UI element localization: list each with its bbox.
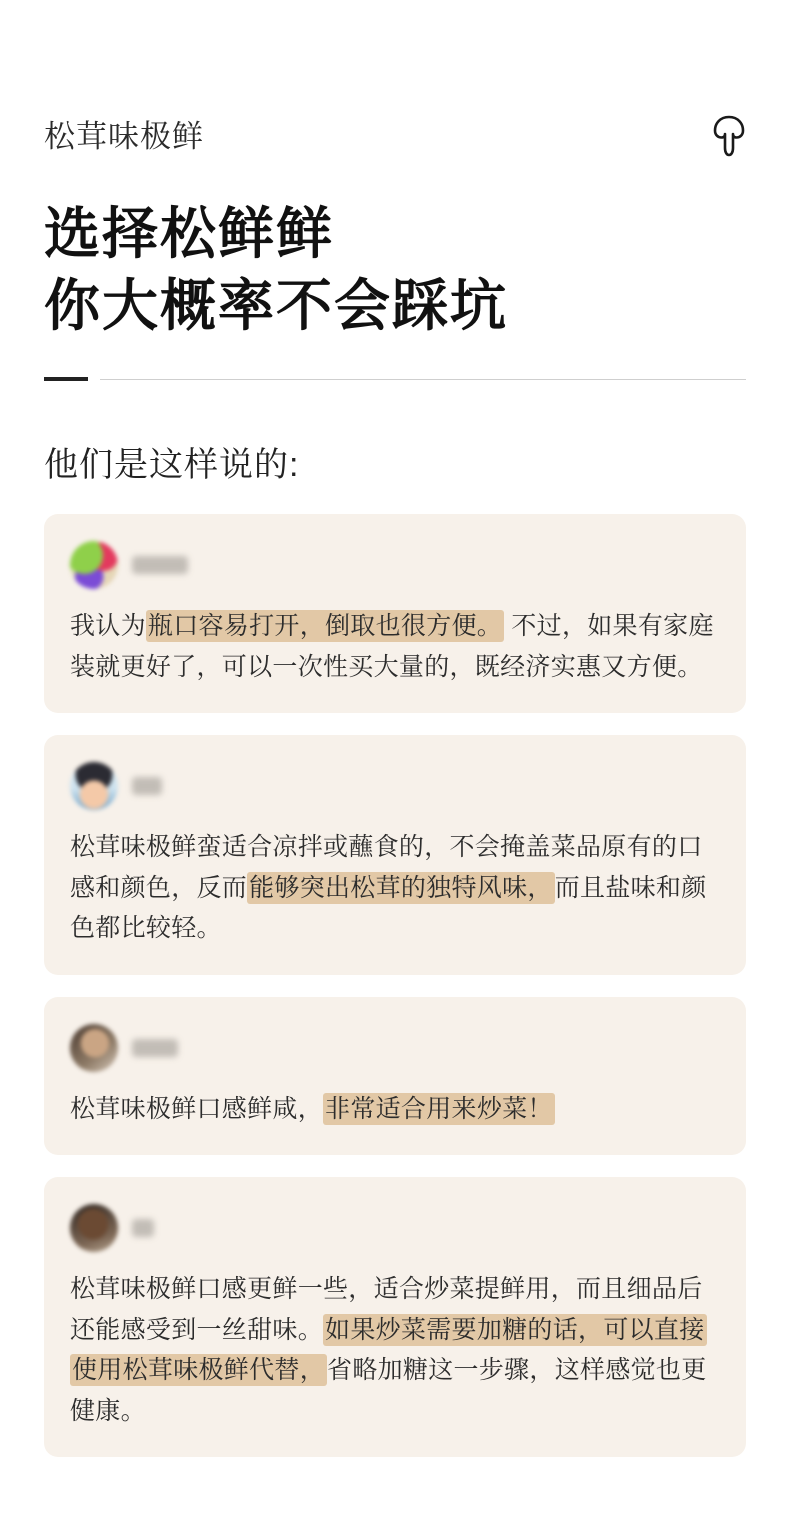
list-item: [44, 1177, 746, 1457]
review-text-plain: 我认为: [70, 612, 146, 641]
headline-line-2: 你大概率不会踩坑: [44, 273, 508, 337]
review-text-highlight: 瓶口容易打开，倒取也很方便。: [147, 612, 503, 641]
review-text-plain: 省略加糖这一步骤，这样感觉也更健康。: [70, 1356, 707, 1425]
mushroom-logo-icon: [712, 115, 746, 157]
headline: [44, 198, 746, 341]
avatar: [70, 1024, 118, 1072]
review-author: [70, 1021, 720, 1075]
author-name-hidden: [132, 1219, 154, 1237]
list-item: [44, 735, 746, 975]
review-text-plain: 松茸味极鲜口感鲜咸，: [70, 1094, 324, 1123]
review-list: [44, 514, 746, 1457]
review-text: [70, 1269, 720, 1431]
divider: [44, 369, 746, 395]
headline-line-1: 选择松鲜鲜: [44, 202, 334, 265]
avatar: [70, 1204, 118, 1252]
review-text: [70, 606, 720, 687]
review-text-plain: 松茸味极鲜蛮适合凉拌或蘸食的，不会掩盖菜品原有的口感和颜色，反而: [70, 833, 703, 902]
author-name-hidden: [132, 556, 188, 574]
review-text-plain: 而且盐味和颜色都比较轻。: [70, 873, 707, 943]
avatar: [70, 762, 118, 810]
review-author: [70, 538, 720, 592]
brand-name: 松茸味极鲜: [44, 118, 204, 154]
review-text: [70, 827, 720, 949]
list-item: [44, 997, 746, 1156]
list-item: [44, 514, 746, 713]
top-bar: [44, 0, 746, 164]
review-author: [70, 1201, 720, 1255]
author-name-hidden: [132, 777, 162, 795]
avatar: [70, 541, 118, 589]
author-name-hidden: [132, 1039, 178, 1057]
section-title: 他们是这样说的:: [44, 446, 300, 485]
review-text: [70, 1089, 720, 1130]
divider-line: [100, 379, 746, 380]
review-text-highlight: 如果炒菜需要加糖的话，可以直接使用松茸味极鲜代替，: [72, 1315, 705, 1385]
review-text-plain: 松茸味极鲜口感更鲜一些，适合炒菜提鲜用，而且细品后还能感受到一丝甜味。: [70, 1275, 703, 1344]
review-author: [70, 759, 720, 813]
review-text-plain: 不过，如果有家庭装就更好了，可以一次性买大量的，既经济实惠又方便。: [70, 612, 714, 681]
review-text-highlight: 非常适合用来炒菜！: [325, 1094, 553, 1123]
review-text-highlight: 能够突出松茸的独特风味，: [249, 873, 553, 902]
divider-accent: [44, 377, 88, 381]
